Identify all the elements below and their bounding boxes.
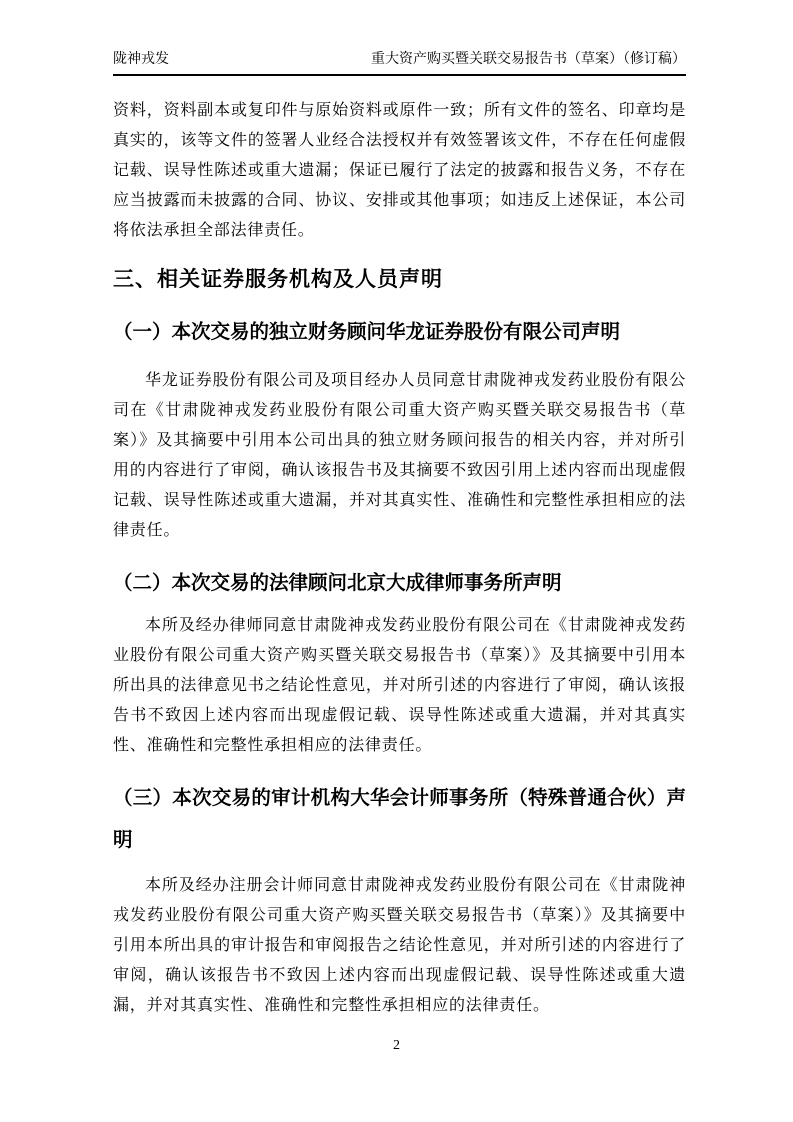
page-header: [113, 52, 686, 76]
page-number: 2: [393, 1038, 400, 1053]
subsection-1-heading: （一）本次交易的独立财务顾问华龙证券股份有限公司声明: [113, 321, 621, 343]
subsection-1-paragraph: 华龙证券股份有限公司及项目经办人员同意甘肃陇神戎发药业股份有限公司在《甘肃陇神戎发药业股份有限公司重大资产购买暨关联交易报告书（草案）》及其摘要中引用本公司出具的独立财务顾问报告的相关内容，并对所引用的内容进行了审阅，确认该报告书及其摘要不致因引用上述内容而出现虚假记载、误导性陈述或重大遗漏，并对其真实性、准确性和完整性承担相应的法律责任。: [113, 372, 686, 539]
page-footer: [0, 1037, 793, 1055]
header-company-name: 陇神戎发: [113, 52, 169, 67]
subsection-2-heading: （二）本次交易的法律顾问北京大成律师事务所声明: [113, 572, 562, 594]
subsection-2-paragraph: 本所及经办律师同意甘肃陇神戎发药业股份有限公司在《甘肃陇神戎发药业股份有限公司重大资产购买暨关联交易报告书（草案）》及其摘要中引用本所出具的法律意见书之结论性意见，并对所引述的内容进行了审阅，确认该报告书不致因上述内容而出现虚假记载、误导性陈述或重大遗漏，并对其真实性、准确性和完整性承担相应的法律责任。: [113, 617, 686, 754]
section-heading-3: 三、相关证券服务机构及人员声明: [113, 268, 443, 291]
continuation-paragraph: 资料，资料副本或复印件与原始资料或原件一致；所有文件的签名、印章均是真实的，该等文件的签署人业经合法授权并有效签署该文件，不存在任何虚假记载、误导性陈述或重大遗漏；保证已履行了法定的披露和报告义务，不存在应当披露而未披露的合同、协议、安排或其他事项；如违反上述保证，本公司将依法承担全部法律责任。: [113, 102, 686, 239]
subsection-3-heading: （三）本次交易的审计机构大华会计师事务所（特殊普通合伙）声明: [113, 787, 686, 851]
document-content: [113, 96, 686, 1021]
header-report-title: 重大资产购买暨关联交易报告书（草案）（修订稿）: [371, 52, 686, 67]
subsection-3-paragraph: 本所及经办注册会计师同意甘肃陇神戎发药业股份有限公司在《甘肃陇神戎发药业股份有限公司重大资产购买暨关联交易报告书（草案）》及其摘要中引用本所出具的审计报告和审阅报告之结论性意见，并对所引述的内容进行了审阅，确认该报告书不致因上述内容而出现虚假记载、误导性陈述或重大遗漏，并对其真实性、准确性和完整性承担相应的法律责任。: [113, 877, 686, 1014]
